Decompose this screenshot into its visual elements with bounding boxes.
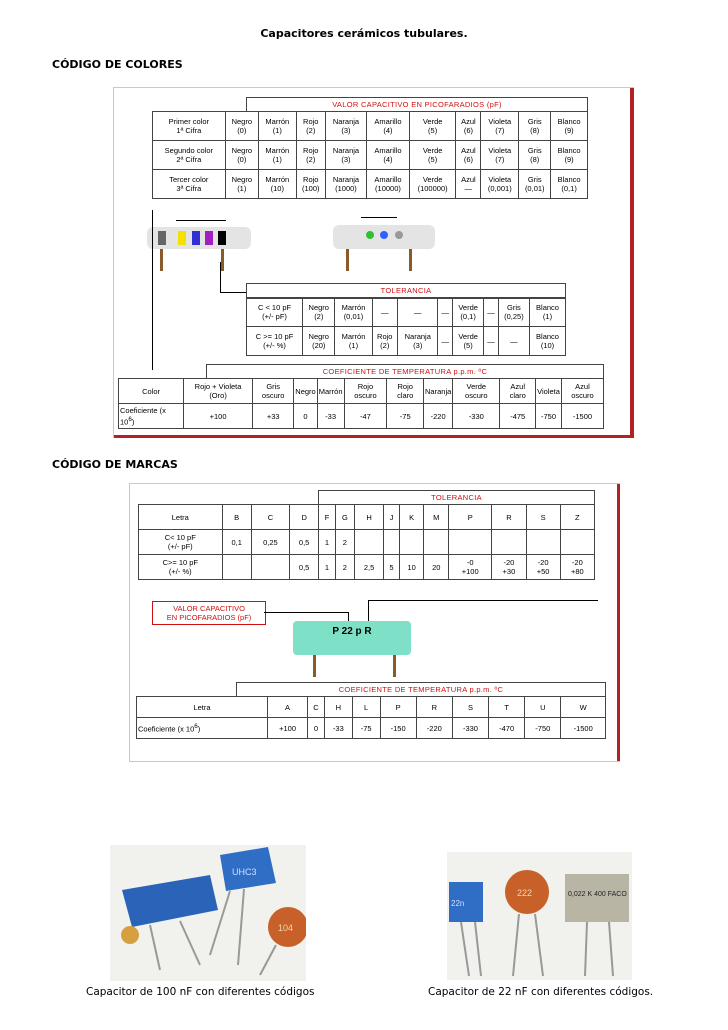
table-cell: P <box>449 505 492 530</box>
table-cell: Blanco (9) <box>551 141 588 170</box>
row-label <box>137 718 268 739</box>
table-cell: — <box>438 298 453 327</box>
photo-22nf-capacitors <box>447 852 632 980</box>
figure-frame-bottom <box>114 435 634 438</box>
table-cell: Azul (6) <box>456 112 481 141</box>
table-cell: G <box>335 505 354 530</box>
table-row <box>119 379 604 404</box>
table-cell: L <box>352 697 380 718</box>
lead-left <box>313 655 316 677</box>
table-cell: — <box>484 327 499 356</box>
table-cell: Negro (2) <box>303 298 335 327</box>
table-cell: Marrón (1) <box>258 112 296 141</box>
table-cell: Marrón (1) <box>335 327 372 356</box>
table-cell: 2 <box>335 530 354 555</box>
coef-label-text: Coeficiente (x 10 <box>120 405 166 427</box>
coef-close: ) <box>197 724 201 734</box>
table-cell <box>399 530 424 555</box>
coef-label-text: Coeficiente (x 10 <box>138 724 195 734</box>
lead-left <box>346 249 349 271</box>
table-cell: 0,5 <box>290 530 319 555</box>
table-cell: Rojo (100) <box>296 170 325 199</box>
table-cell: Negro (20) <box>303 327 335 356</box>
table-row <box>247 327 566 356</box>
band-yellow <box>178 231 186 245</box>
table-cell: Rojo claro <box>387 379 424 404</box>
table-cell: J <box>384 505 400 530</box>
lead-right <box>409 249 412 271</box>
photo-mark-222: 222 <box>517 888 533 898</box>
table-row <box>137 718 606 739</box>
table-cell: Verde (100000) <box>409 170 456 199</box>
table-cell: Amarillo (10000) <box>367 170 410 199</box>
coeficiente-grid <box>118 378 604 429</box>
table-cell: 0,5 <box>290 555 319 580</box>
table-cell: Gris (0,01) <box>519 170 551 199</box>
table-cell: K <box>399 505 424 530</box>
bracket-arrow-right-cap <box>361 217 397 218</box>
band-violet <box>205 231 213 245</box>
table-cell: S <box>452 697 488 718</box>
table-row <box>153 141 588 170</box>
band-gray <box>158 231 166 245</box>
table-cell: Verde (5) <box>453 327 484 356</box>
table-cell: 0,25 <box>251 530 289 555</box>
label-arrow <box>368 600 598 601</box>
table-cell: Gris (0,25) <box>498 298 529 327</box>
table-cell <box>560 530 594 555</box>
table-cell: M <box>424 505 449 530</box>
table-cell: Negro (0) <box>225 141 258 170</box>
table-cell <box>354 530 383 555</box>
table-cell <box>449 530 492 555</box>
row-label: C>= 10 pF (+/- %) <box>139 555 223 580</box>
table-cell: Rojo oscuro <box>344 379 387 404</box>
table-cell: Azul claro <box>500 379 536 404</box>
table-cell <box>222 555 251 580</box>
connector-line <box>220 262 221 292</box>
table-cell: C <box>251 505 289 530</box>
table-cell: -75 <box>387 404 424 429</box>
table-cell: -330 <box>453 404 500 429</box>
table-cell: Verde oscuro <box>453 379 500 404</box>
table-cell: Azul (6) <box>456 141 481 170</box>
row-label: C >= 10 pF (+/- %) <box>247 327 303 356</box>
figure-frame-right <box>630 88 634 437</box>
photo-100nf-capacitors <box>110 845 306 981</box>
connector-line <box>220 292 246 293</box>
table-cell: -33 <box>324 718 352 739</box>
valor-grid <box>152 111 588 199</box>
table-cell: -75 <box>352 718 380 739</box>
table-cell <box>492 530 526 555</box>
table-cell: -220 <box>424 404 453 429</box>
table-cell: -0 +100 <box>449 555 492 580</box>
table-cell: -1500 <box>561 718 606 739</box>
table-row <box>153 112 588 141</box>
table-cell: Amarillo (4) <box>367 112 410 141</box>
section-heading-colores: CÓDIGO DE COLORES <box>52 58 183 71</box>
lead-left <box>160 249 163 271</box>
table-cell: T <box>489 697 525 718</box>
caption-100nf: Capacitor de 100 nF con diferentes códigos <box>86 986 315 998</box>
table-cell: Marrón (1) <box>258 141 296 170</box>
table-cell: +100 <box>184 404 253 429</box>
row-label: Segundo color 2ª Cifra <box>153 141 226 170</box>
coeficiente-letter-header: COEFICIENTE DE TEMPERATURA p.p.m. ºC <box>236 682 606 697</box>
table-cell: Violeta <box>536 379 562 404</box>
table-cell: H <box>324 697 352 718</box>
caption-22nf: Capacitor de 22 nF con diferentes códigos. <box>428 986 654 998</box>
table-cell: Rojo (2) <box>296 141 325 170</box>
table-cell: Blanco (0,1) <box>551 170 588 199</box>
bracket-arrow-left-cap <box>176 220 226 221</box>
row-label <box>119 404 184 429</box>
table-cell: Negro (0) <box>225 112 258 141</box>
table-cell: 0 <box>308 718 325 739</box>
table-cell: -20 +50 <box>526 555 560 580</box>
table-cell: Z <box>560 505 594 530</box>
table-cell: +33 <box>253 404 294 429</box>
table-cell: 10 <box>399 555 424 580</box>
table-cell: B <box>222 505 251 530</box>
table-cell <box>251 555 289 580</box>
table-cell: Negro <box>294 379 317 404</box>
table-cell: -470 <box>489 718 525 739</box>
table-cell: A <box>268 697 308 718</box>
table-cell <box>384 530 400 555</box>
table-cell <box>424 530 449 555</box>
table-cell: F <box>319 505 336 530</box>
lead-right <box>393 655 396 677</box>
capacitor-code: P 22 p R <box>332 626 372 637</box>
page-title: Capacitores cerámicos tubulares. <box>260 27 468 40</box>
table-cell: -150 <box>380 718 416 739</box>
table-cell <box>526 530 560 555</box>
photo-100nf-drawing <box>110 845 306 981</box>
valor-capacitivo-label: VALOR CAPACITIVO EN PICOFARADIOS (pF) <box>152 601 266 625</box>
row-label: C< 10 pF (+/- pF) <box>139 530 223 555</box>
table-cell: Naranja (3) <box>398 327 438 356</box>
table-cell: Rojo (2) <box>296 112 325 141</box>
table-row <box>153 170 588 199</box>
tolerancia-letter-header: TOLERANCIA <box>318 490 595 505</box>
table-cell: Naranja (3) <box>325 141 366 170</box>
table-cell: Naranja (1000) <box>325 170 366 199</box>
table-cell: R <box>492 505 526 530</box>
table-cell: +100 <box>268 718 308 739</box>
table-cell: 2,5 <box>354 555 383 580</box>
table-cell: Amarillo (4) <box>367 141 410 170</box>
table-cell: Naranja <box>424 379 453 404</box>
table-cell: -475 <box>500 404 536 429</box>
table-cell: — <box>398 298 438 327</box>
coeficiente-header: COEFICIENTE DE TEMPERATURA p.p.m. ºC <box>206 364 604 379</box>
coeficiente-letter-grid <box>136 696 606 739</box>
row-label: Letra <box>137 697 268 718</box>
tolerancia-header: TOLERANCIA <box>246 283 566 299</box>
row-label: Color <box>119 379 184 404</box>
table-cell: 1 <box>319 530 336 555</box>
table-cell: Gris (8) <box>519 112 551 141</box>
row-label: Primer color 1ª Cifra <box>153 112 226 141</box>
table-cell: Azul oscuro <box>561 379 603 404</box>
table-row <box>139 505 595 530</box>
photo-mark-faco: 0,022 K 400 FACO <box>568 891 627 898</box>
coef-exponent: 6 <box>128 415 132 423</box>
table-cell: Marrón (10) <box>258 170 296 199</box>
table-cell: Violeta (7) <box>481 141 519 170</box>
row-label: Letra <box>139 505 223 530</box>
table-row <box>139 555 595 580</box>
table-cell: Verde (0,1) <box>453 298 484 327</box>
table-cell: 20 <box>424 555 449 580</box>
dot-blue <box>380 231 388 239</box>
table-row <box>137 697 606 718</box>
band-blue <box>192 231 200 245</box>
table-cell: — <box>498 327 529 356</box>
label-arrow <box>368 600 369 622</box>
table-cell: Verde (5) <box>409 141 456 170</box>
band-black <box>218 231 226 245</box>
table-cell: -750 <box>536 404 562 429</box>
table-cell: Blanco (1) <box>530 298 566 327</box>
label-arrow <box>264 612 348 613</box>
figure-frame-right <box>617 484 620 761</box>
table-row <box>139 530 595 555</box>
table-cell: 0 <box>294 404 317 429</box>
table-cell: -1500 <box>561 404 603 429</box>
coef-exponent: 6 <box>194 723 198 731</box>
section-heading-marcas: CÓDIGO DE MARCAS <box>52 458 178 471</box>
dot-gray <box>395 231 403 239</box>
table-cell: 0,1 <box>222 530 251 555</box>
table-cell: -47 <box>344 404 387 429</box>
table-cell: Azul — <box>456 170 481 199</box>
table-cell: Violeta (0,001) <box>481 170 519 199</box>
table-row <box>119 404 604 429</box>
photo-mark-104: 104 <box>278 923 294 933</box>
connector-line <box>152 210 153 370</box>
table-row <box>247 298 566 327</box>
table-cell: R <box>416 697 452 718</box>
table-cell: Rojo (2) <box>372 327 398 356</box>
photo-mark-22n: 22n <box>451 899 465 908</box>
table-cell: 1 <box>319 555 336 580</box>
table-cell: 2 <box>335 555 354 580</box>
table-cell: Naranja (3) <box>325 112 366 141</box>
table-cell: — <box>484 298 499 327</box>
table-cell: Marrón (0,01) <box>335 298 372 327</box>
table-cell: -330 <box>452 718 488 739</box>
table-cell: Blanco (10) <box>530 327 566 356</box>
table-cell: Gris oscuro <box>253 379 294 404</box>
table-cell: -220 <box>416 718 452 739</box>
table-cell: U <box>525 697 561 718</box>
table-cell: Gris (8) <box>519 141 551 170</box>
table-cell: — <box>372 298 398 327</box>
table-cell: D <box>290 505 319 530</box>
table-cell: Marrón <box>317 379 344 404</box>
table-cell: Rojo + Violeta (Oro) <box>184 379 253 404</box>
table-cell: H <box>354 505 383 530</box>
row-label: C < 10 pF (+/- pF) <box>247 298 303 327</box>
table-cell: W <box>561 697 606 718</box>
table-cell: Violeta (7) <box>481 112 519 141</box>
lead-right <box>221 249 224 271</box>
table-cell: Verde (5) <box>409 112 456 141</box>
table-cell: -33 <box>317 404 344 429</box>
table-cell: -750 <box>525 718 561 739</box>
table-cell: 5 <box>384 555 400 580</box>
dot-green <box>366 231 374 239</box>
valor-header: VALOR CAPACITIVO EN PICOFARADIOS (pF) <box>246 97 588 112</box>
row-label: Tercer color 3ª Cifra <box>153 170 226 199</box>
table-cell: S <box>526 505 560 530</box>
table-cell: P <box>380 697 416 718</box>
table-cell: -20 +30 <box>492 555 526 580</box>
photo-mark-uhc3: UHC3 <box>232 867 257 877</box>
table-cell: -20 +80 <box>560 555 594 580</box>
tolerancia-letter-grid <box>138 504 595 580</box>
tolerancia-grid <box>246 297 566 356</box>
photo-22nf-drawing <box>447 852 632 980</box>
table-cell: C <box>308 697 325 718</box>
table-cell: — <box>438 327 453 356</box>
table-cell: Negro (1) <box>225 170 258 199</box>
table-cell: Blanco (9) <box>551 112 588 141</box>
coef-close: ) <box>131 417 135 427</box>
